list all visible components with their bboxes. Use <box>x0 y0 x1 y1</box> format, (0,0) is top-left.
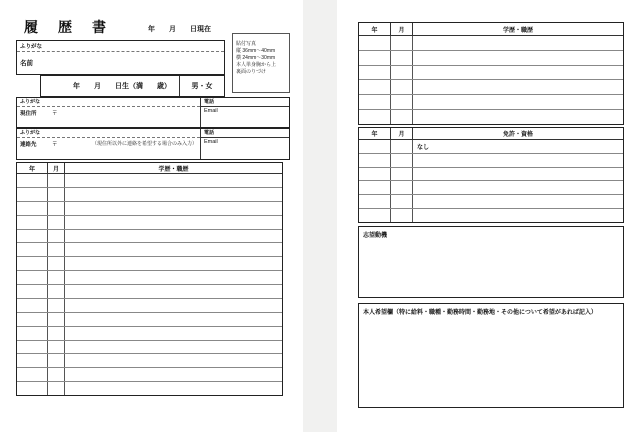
month-cell <box>48 354 65 367</box>
table-row <box>17 174 282 188</box>
history-cell <box>413 110 623 124</box>
table-row <box>359 168 623 182</box>
history-cell <box>413 95 623 109</box>
photo-instruction-line: 本人単身胸から上 <box>236 62 277 68</box>
year-cell <box>359 168 391 181</box>
table-row <box>359 195 623 209</box>
month-cell <box>48 285 65 298</box>
table-row <box>359 154 623 168</box>
year-cell <box>359 80 391 94</box>
col-header-month: 月 <box>48 163 65 173</box>
license-cell <box>413 209 623 222</box>
motivation-box <box>358 226 624 298</box>
month-cell <box>48 382 65 395</box>
table-row <box>17 368 282 382</box>
table-header <box>359 23 623 36</box>
table-row <box>17 313 282 327</box>
contact-note: （現住所以外に連絡を希望する場合のみ入力） <box>91 141 197 147</box>
license-cell <box>413 168 623 181</box>
history-cell <box>65 313 282 326</box>
month-cell <box>48 202 65 215</box>
table-row <box>17 230 282 244</box>
current-address-section <box>16 97 290 128</box>
table-body <box>359 36 623 124</box>
table-row <box>17 299 282 313</box>
year-cell <box>17 243 48 256</box>
table-row <box>17 243 282 257</box>
month-cell <box>48 368 65 381</box>
month-cell <box>391 140 413 153</box>
gender-label: 男・女 <box>191 83 213 90</box>
furigana-label: ふりがな <box>17 41 224 52</box>
current-address-label <box>17 107 200 127</box>
year-cell <box>359 181 391 194</box>
history-cell <box>65 271 282 284</box>
col-header-month: 月 <box>391 23 413 35</box>
history-cell <box>413 51 623 65</box>
year-cell <box>359 209 391 222</box>
col-header-year: 年 <box>359 23 391 35</box>
col-header-month: 月 <box>391 128 413 139</box>
postal-mark: 〒 <box>52 142 58 148</box>
personal-request-label: 本人希望欄（特に給料・職種・勤務時間・勤務地・その他について希望があれば記入） <box>363 310 597 316</box>
history-cell <box>65 285 282 298</box>
history-cell <box>65 188 282 201</box>
month-cell <box>48 299 65 312</box>
col-header-history: 学歴・職歴 <box>158 166 189 173</box>
history-cell <box>65 327 282 340</box>
month-cell <box>48 230 65 243</box>
contact-left-column <box>17 129 201 159</box>
date-line: 年 月 日現在 <box>148 26 211 33</box>
table-row <box>359 110 623 124</box>
furigana-label: ふりがな <box>17 129 200 138</box>
photo-box <box>232 33 290 93</box>
history-cell <box>413 80 623 94</box>
month-cell <box>391 95 413 109</box>
motivation-label: 志望動機 <box>363 233 388 239</box>
year-cell <box>17 382 48 395</box>
year-cell <box>17 271 48 284</box>
month-cell <box>391 154 413 167</box>
month-cell <box>391 209 413 222</box>
history-cell <box>65 299 282 312</box>
license-cell <box>413 154 623 167</box>
table-row <box>359 209 623 222</box>
table-row <box>359 66 623 81</box>
table-body <box>359 140 623 222</box>
year-cell <box>17 327 48 340</box>
table-row <box>17 382 282 395</box>
table-row <box>359 181 623 195</box>
history-cell <box>65 174 282 187</box>
col-header-year: 年 <box>17 163 48 173</box>
table-row <box>17 188 282 202</box>
contact-address-label <box>17 138 200 159</box>
history-cell <box>65 230 282 243</box>
year-cell <box>17 368 48 381</box>
year-cell <box>359 154 391 167</box>
month-cell <box>391 168 413 181</box>
education-history-table-left <box>16 162 283 396</box>
year-cell <box>17 285 48 298</box>
month-cell <box>391 80 413 94</box>
year-cell <box>17 216 48 229</box>
license-cell <box>413 181 623 194</box>
year-cell <box>17 202 48 215</box>
table-row <box>359 95 623 110</box>
month-cell <box>48 341 65 354</box>
name-label: 名前 <box>20 60 33 67</box>
year-cell <box>359 140 391 153</box>
year-cell <box>17 341 48 354</box>
month-cell <box>48 257 65 270</box>
year-cell <box>359 95 391 109</box>
license-cell: なし <box>417 144 430 151</box>
history-cell <box>65 368 282 381</box>
photo-instruction-line: 横 24mm～30mm <box>236 55 276 61</box>
year-cell <box>17 354 48 367</box>
table-row <box>359 80 623 95</box>
history-cell <box>413 66 623 80</box>
history-cell <box>65 257 282 270</box>
table-body <box>17 174 282 395</box>
month-cell <box>391 36 413 50</box>
name-section <box>16 40 225 75</box>
history-cell <box>65 216 282 229</box>
year-cell <box>359 66 391 80</box>
photo-instruction-line: 裏面のりづけ <box>236 69 267 75</box>
month-cell <box>391 51 413 65</box>
history-cell <box>65 341 282 354</box>
month-cell <box>48 188 65 201</box>
month-cell <box>391 181 413 194</box>
year-cell <box>17 174 48 187</box>
col-header-history: 学歴・職歴 <box>502 27 533 34</box>
license-table <box>358 127 624 223</box>
month-cell <box>48 243 65 256</box>
contact-address-section <box>16 128 290 160</box>
table-row <box>17 354 282 368</box>
col-header-license: 免許・資格 <box>502 132 533 138</box>
birthdate-label: 年 月 日生（満 歳） <box>41 76 180 96</box>
year-cell <box>359 110 391 124</box>
table-row <box>17 341 282 355</box>
month-cell <box>48 327 65 340</box>
table-row <box>17 216 282 230</box>
page-right <box>337 0 640 432</box>
email-label: Email <box>204 108 218 114</box>
postal-mark: 〒 <box>52 111 58 117</box>
page-left <box>0 0 303 432</box>
table-row <box>17 327 282 341</box>
contact-right-column <box>201 129 289 159</box>
year-cell <box>359 195 391 208</box>
year-cell <box>359 36 391 50</box>
photo-instruction-line: 貼付写真 <box>236 41 257 47</box>
month-cell <box>391 195 413 208</box>
history-cell <box>65 382 282 395</box>
photo-instruction-line: 縦 36mm～40mm <box>236 48 276 54</box>
table-header <box>17 163 282 174</box>
year-cell <box>17 299 48 312</box>
month-cell <box>48 271 65 284</box>
education-history-table-right <box>358 22 624 125</box>
birthdate-row <box>40 75 225 97</box>
month-cell <box>391 66 413 80</box>
contact-label-text: 連絡先 <box>20 142 37 148</box>
history-cell <box>65 202 282 215</box>
phone-label: 電話 <box>201 129 289 138</box>
history-cell <box>413 36 623 50</box>
history-cell <box>65 354 282 367</box>
month-cell <box>48 313 65 326</box>
year-cell <box>17 230 48 243</box>
table-header <box>359 128 623 140</box>
address-label-text: 現住所 <box>20 111 37 117</box>
address-right-column <box>201 98 289 127</box>
year-cell <box>17 257 48 270</box>
history-cell <box>65 243 282 256</box>
resume-title: 履 歴 書 <box>24 19 109 35</box>
license-cell <box>413 195 623 208</box>
email-label: Email <box>204 139 218 145</box>
month-cell <box>48 216 65 229</box>
table-row <box>17 257 282 271</box>
month-cell <box>391 110 413 124</box>
year-cell <box>359 51 391 65</box>
table-row <box>359 140 623 154</box>
year-cell <box>17 313 48 326</box>
table-row <box>359 51 623 66</box>
year-cell <box>17 188 48 201</box>
table-row <box>359 36 623 51</box>
address-left-column <box>17 98 201 127</box>
month-cell <box>48 174 65 187</box>
col-header-year: 年 <box>359 128 391 139</box>
table-row <box>17 202 282 216</box>
personal-request-box <box>358 303 624 408</box>
table-row <box>17 271 282 285</box>
phone-label: 電話 <box>201 98 289 107</box>
furigana-label: ふりがな <box>17 98 200 107</box>
table-row <box>17 285 282 299</box>
